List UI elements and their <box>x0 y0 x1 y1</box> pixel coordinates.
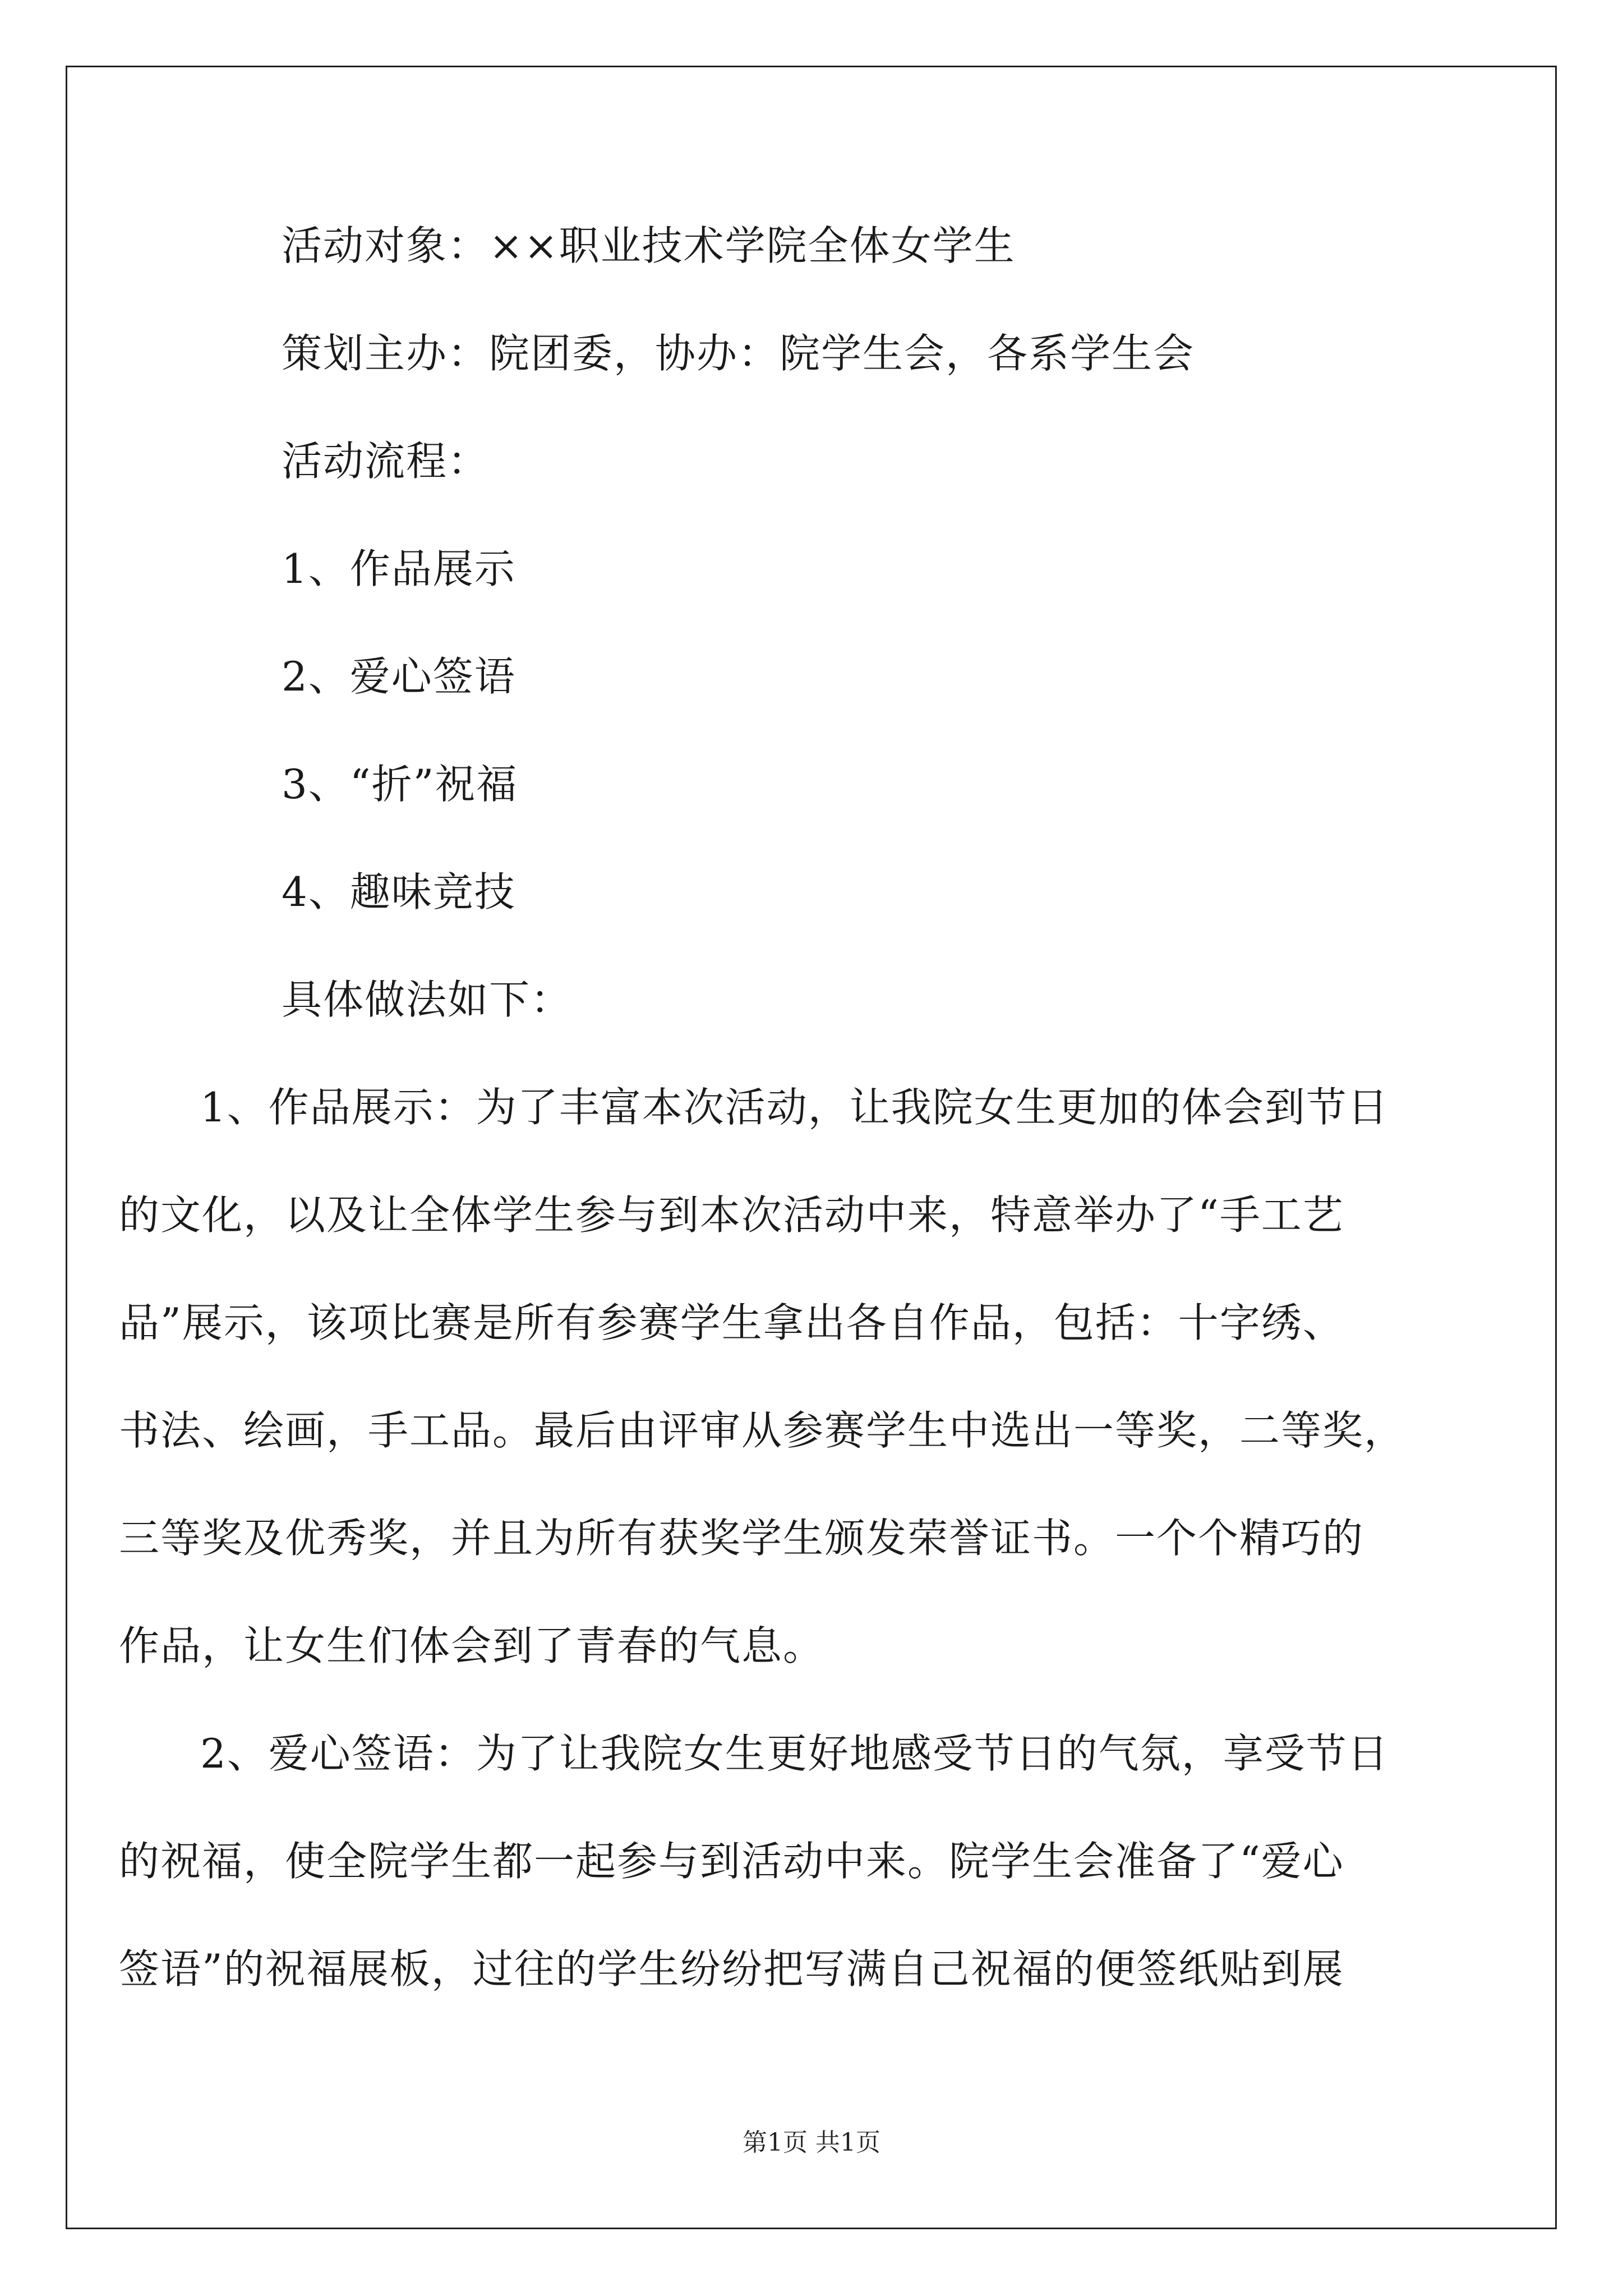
text-line-process-heading: 活动流程： <box>282 438 490 485</box>
list-item: 3、“折”祝福 <box>282 761 518 808</box>
paragraph-line: 的祝福，使全院学生都一起参与到活动中来。院学生会准备了“爱心 <box>119 1838 1344 1885</box>
list-item: 2、爱心签语 <box>282 653 516 700</box>
paragraph-love-messages <box>119 1727 1389 1996</box>
paragraph-line: 1、作品展示：为了丰富本次活动，让我院女生更加的体会到节日 <box>200 1084 1389 1131</box>
page-footer: 第1页 共1页 <box>743 2128 880 2157</box>
paragraph-line: 作品，让女生们体会到了青春的气息。 <box>119 1622 825 1669</box>
document-body <box>119 219 1456 2050</box>
paragraph-works-display <box>119 1080 1406 1673</box>
paragraph-line: 三等奖及优秀奖，并且为所有获奖学生颁发荣誉证书。一个个精巧的 <box>119 1515 1364 1562</box>
paragraph-line: 品”展示，该项比赛是所有参赛学生拿出各自作品，包括：十字绣、 <box>119 1299 1344 1346</box>
text-line-method-heading: 具体做法如下： <box>282 976 573 1023</box>
text-line-target: 活动对象：××职业技术学院全体女学生 <box>282 222 1016 269</box>
text-line-organizer: 策划主办：院团委，协办：院学生会，各系学生会 <box>282 330 1195 377</box>
list-item: 1、作品展示 <box>282 545 516 592</box>
paragraph-line: 签语”的祝福展板，过往的学生纷纷把写满自己祝福的便签纸贴到展 <box>119 1945 1344 1993</box>
paragraph-line: 书法、绘画，手工品。最后由评审从参赛学生中选出一等奖，二等奖， <box>119 1407 1406 1454</box>
list-item: 4、趣味竞技 <box>282 868 516 915</box>
paragraph-line: 的文化，以及让全体学生参与到本次活动中来，特意举办了“手工艺 <box>119 1191 1344 1239</box>
paragraph-line: 2、爱心签语：为了让我院女生更好地感受节日的气氛，享受节日 <box>200 1730 1389 1777</box>
